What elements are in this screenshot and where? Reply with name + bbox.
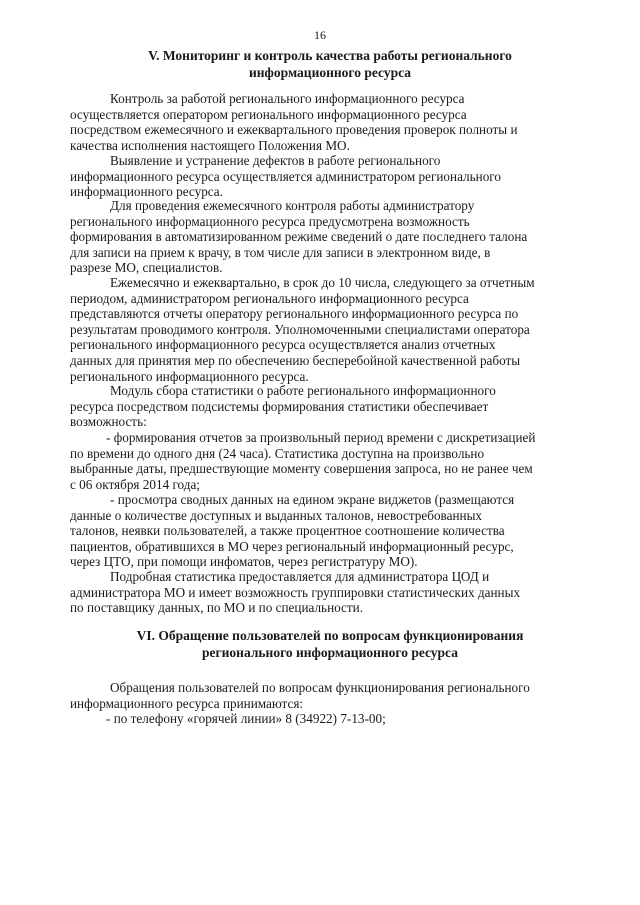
text-line: талонов, неявки пользователей, а также процентное соотношение количества — [70, 523, 505, 539]
paragraph-reports — [70, 275, 590, 384]
text-line: Для проведения ежемесячного контроля работы администратору — [110, 198, 475, 213]
text-line: Подробная статистика предоставляется для администратора ЦОД и — [110, 569, 490, 584]
text-line: осуществляется оператором регионального информационного ресурса — [70, 106, 467, 122]
text-line: выбранные даты, предшествующие моменту совершения запроса, но не ранее чем — [70, 461, 533, 477]
text-line: формирования в автоматизированном режиме сведений о дате последнего талона — [70, 229, 528, 245]
text-line: Ежемесячно и ежеквартально, в срок до 10 числа, следующего за отчетным — [110, 275, 535, 290]
text-line: с 06 октября 2014 года; — [70, 476, 200, 492]
section-6-title — [90, 627, 570, 661]
text-line: - просмотра сводных данных на едином экране виджетов (размещаются — [110, 492, 515, 507]
text-line: регионального информационного ресурса осуществляется анализ отчетных — [70, 337, 496, 353]
text-line: данные о количестве доступных и выданных талонов, невостребованных — [70, 507, 483, 523]
text-line: возможность: — [70, 414, 147, 430]
text-line: через ЦТО, при помощи инфоматов, через регистратуру МО). — [70, 554, 418, 570]
text-line: Выявление и устранение дефектов в работе регионального — [110, 153, 441, 168]
paragraph-detailed-statistics — [70, 569, 590, 616]
text-line: данных для принятия мер по обеспечению бесперебойной качественной работы — [70, 352, 521, 368]
paragraph-user-appeals — [70, 680, 590, 711]
text-line: - по телефону «горячей линии» 8 (34922) 7-13-00; — [106, 711, 386, 726]
text-line: результатам проводимого контроля. Уполномоченными специалистами оператора — [70, 321, 530, 337]
section-6-title-line: регионального информационного ресурса — [202, 645, 458, 660]
text-line: информационного ресурса принимаются: — [70, 695, 304, 711]
text-line: информационного ресурса. — [70, 184, 223, 200]
section-5-title-line: информационного ресурса — [249, 65, 411, 80]
list-item-hotline — [70, 711, 590, 727]
text-line: разрезе МО, специалистов. — [70, 260, 223, 276]
text-line: по времени до одного дня (24 часа). Статистика доступна на произвольно — [70, 445, 485, 461]
text-line: периодом, администратором регионального информационного ресурса — [70, 290, 469, 306]
paragraph-monthly-control — [70, 198, 590, 276]
text-line: представляются отчеты оператору регионального информационного ресурса по — [70, 306, 519, 322]
text-line: администратора МО и имеет возможность группировки статистических данных — [70, 584, 521, 600]
text-line: информационного ресурса осуществляется администратором регионального — [70, 168, 501, 184]
text-line: качества исполнения настоящего Положения МО. — [70, 137, 350, 153]
text-line: Контроль за работой регионального информационного ресурса — [110, 91, 465, 106]
paragraph-defects — [70, 153, 590, 200]
text-line: по поставщику данных, по МО и по специальности. — [70, 600, 364, 616]
section-6-title-line: VI. Обращение пользователей по вопросам функционирования — [136, 628, 524, 643]
paragraph-control — [70, 91, 590, 153]
text-line: регионального информационного ресурса предусмотрена возможность — [70, 213, 470, 229]
text-line: - формирования отчетов за произвольный период времени с дискретизацией — [106, 430, 536, 445]
text-line: Обращения пользователей по вопросам функционирования регионального — [110, 680, 530, 695]
list-item-widgets — [70, 492, 590, 570]
text-line: ресурса посредством подсистемы формирования статистики обеспечивает — [70, 398, 489, 414]
page-number: 16 — [314, 28, 326, 42]
text-line: для записи на прием к врачу, в том числе для записи в электронном виде, в — [70, 244, 491, 260]
section-5-title — [90, 47, 570, 81]
text-line: посредством ежемесячного и ежеквартального проведения проверок полноты и — [70, 122, 518, 138]
text-line: регионального информационного ресурса. — [70, 368, 309, 384]
text-line: пациентов, обратившихся в МО через региональный информационный ресурс, — [70, 538, 514, 554]
paragraph-statistics-module — [70, 383, 590, 430]
list-item-reports-period — [70, 430, 590, 492]
section-5-title-line: V. Мониторинг и контроль качества работы регионального — [148, 48, 512, 63]
text-line: Модуль сбора статистики о работе регионального информационного — [110, 383, 496, 398]
